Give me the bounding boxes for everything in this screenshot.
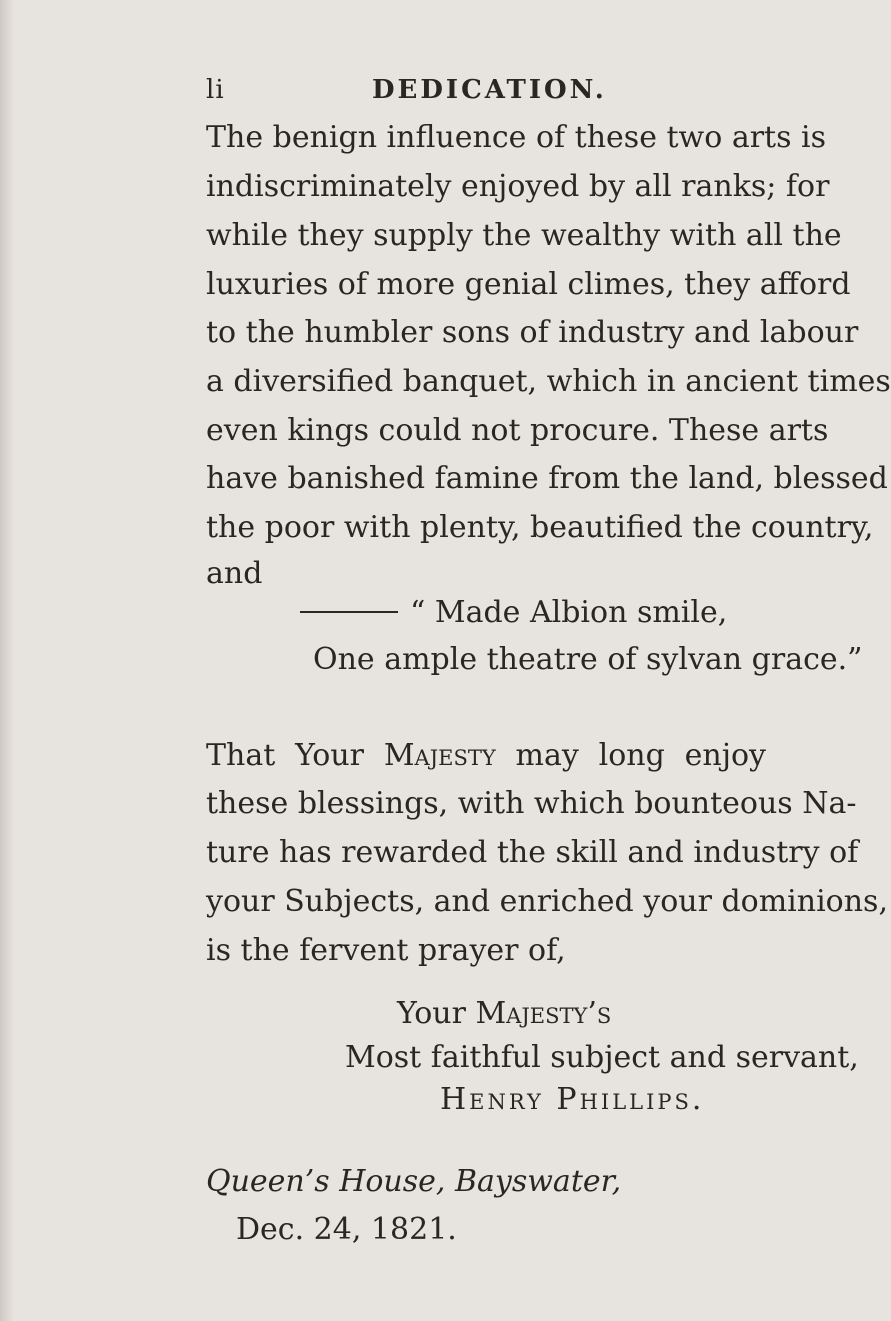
text-line: indiscriminately enjoyed by all ranks; for (206, 169, 830, 204)
signature: Henry Phillips. (440, 1082, 705, 1117)
text-line: have banished famine from the land, blessed (206, 461, 888, 496)
text-line: ture has rewarded the skill and industry of (206, 835, 859, 870)
closing-address: Your Majesty’s (397, 996, 612, 1031)
text-line: a diversified banquet, which in ancient times (206, 364, 891, 399)
text-line: while they supply the wealthy with all the (206, 218, 842, 253)
quote-line: “ Made Albion smile, (410, 595, 728, 630)
page-number: li (206, 75, 225, 105)
closing-subject: Most faithful subject and servant, (345, 1040, 859, 1075)
text-line: these blessings, with which bounteous Na- (206, 786, 857, 821)
text-line: The benign influence of these two arts is (206, 120, 827, 155)
dateline-place: Queen’s House, Bayswater, (206, 1164, 622, 1199)
text-line: is the fervent prayer of, (206, 933, 566, 968)
text-line: luxuries of more genial climes, they afford (206, 267, 851, 302)
em-rule (300, 611, 398, 613)
text-line: and (206, 556, 263, 591)
quote-line: One ample theatre of sylvan grace.” (313, 642, 863, 677)
text-line: to the humbler sons of industry and labour (206, 315, 859, 350)
page-edge-shadow (0, 0, 14, 1321)
text-line: That Your Majesty may long enjoy (206, 738, 767, 773)
majesty-smallcaps: Majesty (383, 738, 496, 773)
text-line: your Subjects, and enriched your dominions, (206, 884, 888, 919)
text-line: even kings could not procure. These arts (206, 413, 829, 448)
running-head: DEDICATION. (372, 75, 607, 105)
text-line: the poor with plenty, beautified the country, (206, 510, 874, 545)
dateline-date: Dec. 24, 1821. (236, 1212, 457, 1247)
